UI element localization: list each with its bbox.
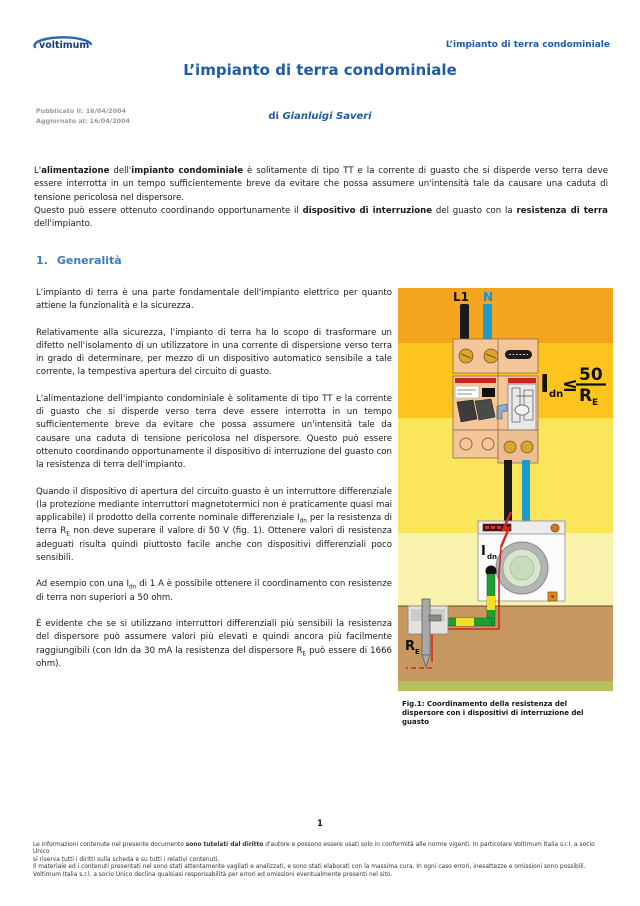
footer-line: si riserva tutti i diritti sulla scheda e su tutti i relativi contenuti.: [33, 856, 220, 863]
body-paragraph: Ad esempio con una $I_{dn}$ di 1 A è possibile ottenere il coordinamento con resistenze di terra non superiori a 50 ohm.: [36, 579, 392, 603]
section-label: Generalità: [56, 254, 122, 267]
l1-label: L1: [453, 290, 469, 304]
footer-disclaimer: [33, 842, 613, 879]
body-paragraph: L'impianto di terra è una parte fondamentale dell'impianto elettrico per quanto attiene la funzionalità e la sicurezza.: [36, 288, 392, 312]
load-wire-blue: [522, 460, 530, 523]
earth-wire-yellow-stripe: [487, 596, 495, 610]
earth-wire-yellow-stripe: [456, 618, 474, 626]
l1-wire: [460, 304, 469, 342]
rating-label: [455, 386, 479, 398]
section-number: 1.: [36, 254, 48, 267]
footer-line: Il materiale ed i contenuti presentati nel sono stati attentamente vagliati e analizzati, e sono stati elaborati con la massima cura. In ogni caso errori, inesattezze e omissioni sono possibili.: [33, 864, 586, 871]
page-title: L’impianto di terra condominiale: [183, 61, 457, 79]
logo-text: voltimum: [39, 40, 90, 51]
intro-p1: L'alimentazione dell'impianto condominiale è solitamente di tipo TT e la corrente di guasto che si disperde verso terra deve essere interrotta in un tempo sufficientemente breve da evitare che possa assumere un'intensità tale da causare una caduta di tensione pericolosa nel dispersore.: [34, 166, 608, 203]
terminal-screw-icon: [521, 441, 533, 453]
body-paragraph: Quando il dispositivo di apertura del circuito guasto è un interruttore differenziale (la protezione mediante interruttori magnetotermici non è praticamente quasi mai applicabile) il prodotto della corrente nominale differenziale $I_{dn}$ per la resistenza di terra $R_E$ non deve superare il valore di 50 V (fig. 1). Ottenere valori di resistenza adeguati risulta quindi piuttosto facile anche con dispositivi differenziali poco sensibili.: [36, 486, 392, 564]
red-stripe: [508, 378, 536, 383]
red-stripe: [455, 378, 496, 383]
body-paragraph: L'alimentazione dell'impianto condominiale è solitamente di tipo TT e la corrente di guasto che si disperde verso terra deve essere interrotta in un tempo sufficientemente breve da evitare che possa assumere un'intensità tale da causare una caduta di tensione pericolosa nel dispersore. Questo può essere ottenuto coordinando opportunamente il dispositivo di interruzione del guasto con la resistenza di terra dell'impianto.: [36, 393, 392, 471]
intro-paragraph: [34, 165, 608, 231]
published-date: Pubblicato il: 16/04/2004: [36, 107, 126, 115]
body-paragraph: Relativamente alla sicurezza, l'impianto di terra ha lo scopo di trasformare un difetto nell'isolamento di un utilizzatore in una corrente di dispersione verso terra in grado di determinare, per mezzo di un dispositivo automatico sensibile a tale corrente, la tempestiva apertura del circuito di guasto.: [36, 327, 392, 378]
figure-1-illustration: [398, 288, 613, 691]
formula-i: I: [540, 369, 550, 398]
formula-r: R: [579, 386, 593, 406]
formula-leq: ≤: [562, 374, 578, 396]
intro-p2: Questo può essere ottenuto coordinando opportunamente il dispositivo di interruzione del guasto con la resistenza di terra dell'impianto.: [34, 205, 608, 230]
author-line: di Gianluigi Saveri: [268, 111, 372, 122]
formula-dn: dn: [549, 389, 564, 400]
body-text-column: [36, 287, 392, 684]
page-number: 1: [317, 819, 323, 829]
n-wire: [483, 304, 492, 342]
header-document-title: L’impianto di terra condominiale: [445, 40, 610, 50]
footer-line: Le informazioni contenute nel presente documento sono tutelati dal diritto d'autore e possono essere usati solo in conformità alle norme vigenti. In particolare Voltimum Italia s.r.l. a socio Unico: [33, 842, 595, 856]
figure-caption: Fig.1: Coordinamento della resistenza del dispersore con i dispositivi di interruzione del guasto: [402, 700, 584, 726]
voltimum-logo: [30, 31, 96, 57]
fig-sky-band-top: [398, 288, 613, 343]
section-heading: [36, 254, 122, 267]
electrode-clamp-icon: [429, 615, 441, 621]
n-label: N: [483, 290, 494, 304]
idn-label-i: I: [481, 544, 486, 559]
machine-knob-icon: [551, 524, 559, 532]
formula-numerator: 50: [579, 365, 603, 385]
fig-grass-band: [398, 681, 613, 691]
body-paragraph: É evidente che se si utilizzano interruttori differenziali più sensibili la resistenza del dispersore può assumere valori più elevati e quindi ancora più facilmente raggiungibili (con Idn da 30 mA la resistenza del dispersore $R_E$ può essere di 1666 ohm).: [36, 618, 392, 669]
terminal-screw-icon: [504, 441, 516, 453]
formula-e: E: [592, 398, 599, 408]
idn-label-dn: dn: [487, 553, 497, 561]
rcd-breaker: [453, 339, 538, 463]
updated-date: Aggiornato al: 16/04/2004: [36, 116, 130, 125]
re-label-e: E: [415, 648, 420, 656]
re-label-r: R: [405, 639, 416, 654]
earth-electrode-icon: [422, 599, 430, 655]
ac-badge: [482, 388, 495, 397]
footer-line: Voltimum Italia s.r.l. a socio Unico declina qualsiasi responsabilità per errori ed omissioni eventualmente presenti nel sito.: [33, 871, 393, 878]
